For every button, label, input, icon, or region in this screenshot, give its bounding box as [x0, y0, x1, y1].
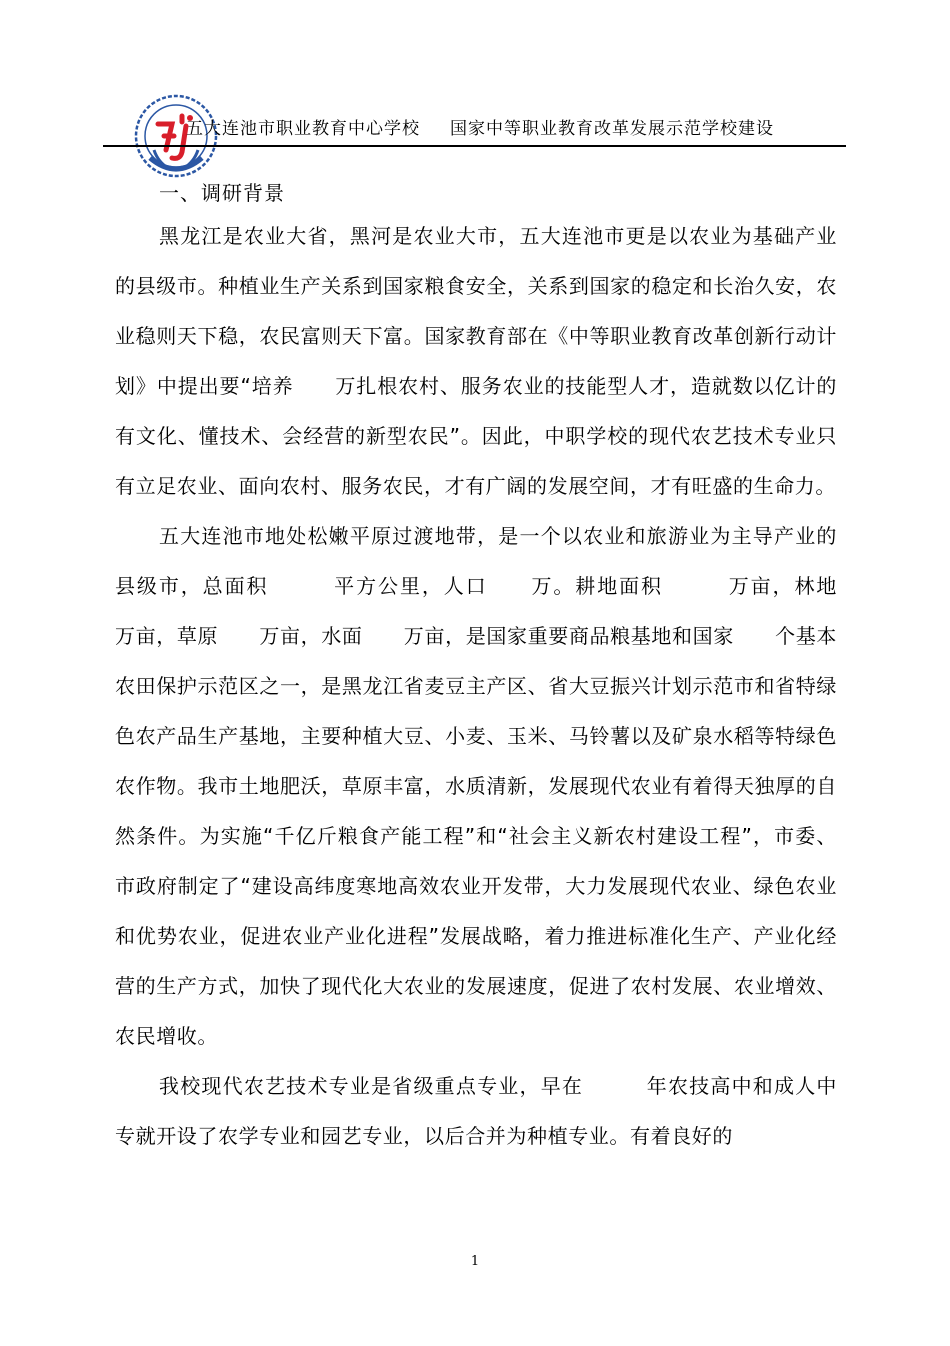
header-divider: [103, 145, 846, 147]
page-number: 1: [470, 1254, 480, 1269]
header-project-name: 国家中等职业教育改革发展示范学校建设: [450, 119, 774, 139]
page-header: [186, 114, 774, 139]
paragraph-3: 我校现代农艺技术专业是省级重点专业，早在 年农技高中和成人中专就开设了农学专业和园艺专业，以后合并为种植专业。有着良好的: [115, 1074, 837, 1148]
paragraph-2: 五大连池市地处松嫩平原过渡地带，是一个以农业和旅游业为主导产业的县级市，总面积 平方公里，人口 万。耕地面积 万亩，林地 万亩，草原 万亩，水面 万亩，是国家重要商品粮基地和国家 个基本农田保护示范区之一，是黑龙江省麦豆主产区、省大豆振兴计划示范市和省特绿色农产品生产基地，主要种植大豆、小麦、玉米、马铃薯以及矿泉水稻等特绿色农作物。我市土地肥沃，草原丰富，水质清新，发展现代农业有着得天独厚的自然条件。为实施“千亿斤粮食产能工程”和“社会主义新农村建设工程”，市委、市政府制定了“建设高纬度寒地高效农业开发带，大力发展现代农业、绿色农业和优势农业，促进农业产业化进程”发展战略，着力推进标准化生产、产业化经营的生产方式，加快了现代化大农业的发展速度，促进了农村发展、农业增效、农民增收。: [115, 524, 879, 1048]
paragraph-1: 黑龙江是农业大省，黑河是农业大市，五大连池市更是以农业为基础产业的县级市。种植业生产关系到国家粮食安全，关系到国家的稳定和长治久安，农业稳则天下稳，农民富则天下富。国家教育部在《中等职业教育改革创新行动计划》中提出要“培养 万扎根农村、服务农业的技能型人才，造就数以亿计的有文化、懂技术、会经营的新型农民”。因此，中职学校的现代农艺技术专业只有立足农业、面向农村、服务农民，才有广阔的发展空间，才有旺盛的生命力。: [115, 224, 837, 498]
header-school-name: 五大连池市职业教育中心学校: [186, 119, 420, 139]
document-body: [115, 175, 879, 1161]
section-heading: 一、调研背景: [159, 181, 285, 205]
